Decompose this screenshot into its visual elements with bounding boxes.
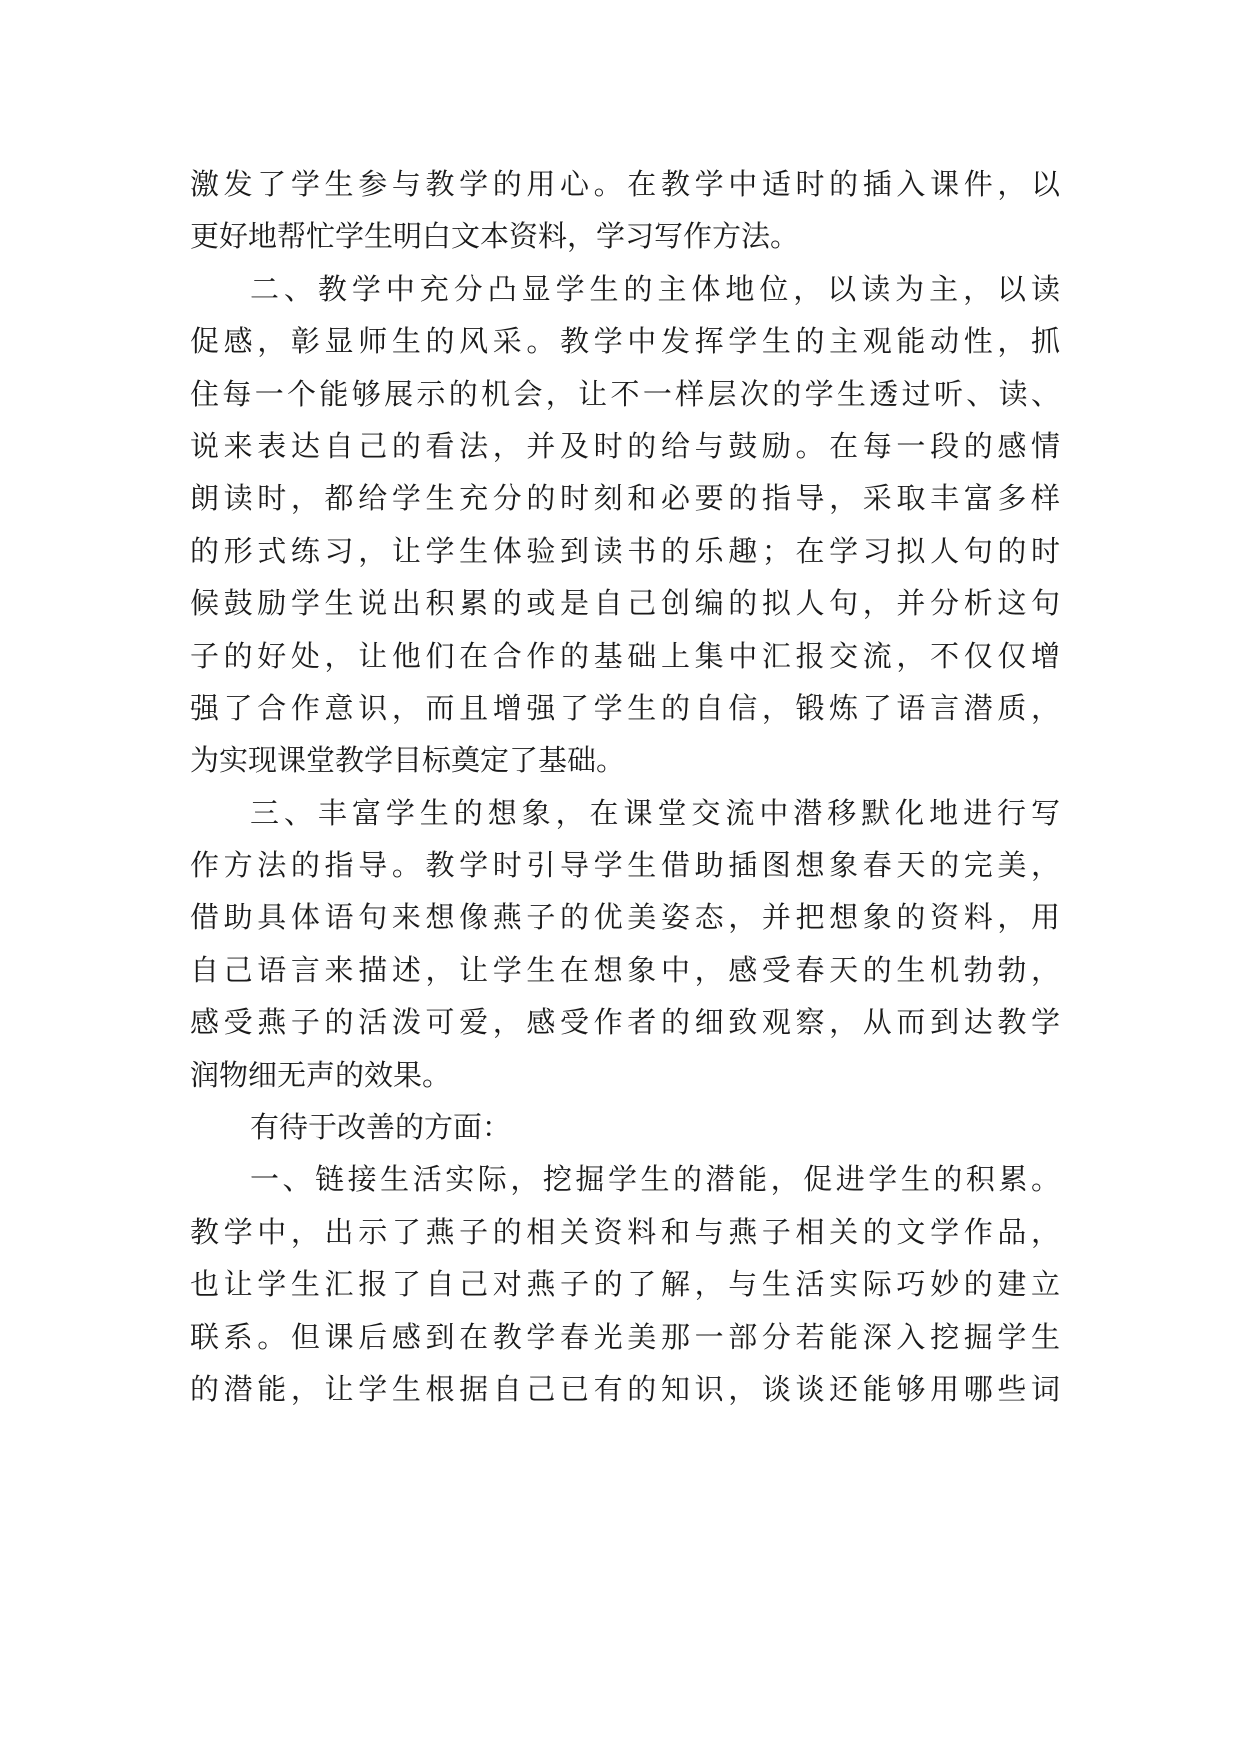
text-line: 教学中，出示了燕子的相关资料和与燕子相关的文学作品， [190,1214,1060,1249]
text-line: 激发了学生参与教学的用心。在教学中适时的插入课件，以 [190,167,1060,201]
text-line: 也让学生汇报了自己对燕子的了解，与生活实际巧妙的建立 [190,1267,1060,1302]
text-line: 的潜能，让学生根据自己已有的知识，谈谈还能够用哪些词 [190,1371,1060,1406]
text-line: 联系。但课后感到在教学春光美那一部分若能深入挖掘学生 [190,1319,1060,1354]
document-body [190,158,1060,1415]
text-line: 子的好处，让他们在合作的基础上集中汇报交流，不仅仅增 [190,638,1060,673]
section-heading-line: 二、教学中充分凸显学生的主体地位，以读为主，以读 [250,271,1060,306]
section-heading-line: 一、链接生活实际，挖掘学生的潜能，促进学生的积累。 [250,1162,1060,1197]
text-line: 候鼓励学生说出积累的或是自己创编的拟人句，并分析这句 [190,586,1060,621]
text-line: 的形式练习，让学生体验到读书的乐趣；在学习拟人句的时 [190,533,1060,568]
subheading-line: 有待于改善的方面： [250,1110,512,1145]
text-line: 借助具体语句来想像燕子的优美姿态，并把想象的资料，用 [190,900,1060,935]
text-line: 促感，彰显师生的风采。教学中发挥学生的主观能动性，抓 [190,324,1060,359]
text-line: 朗读时，都给学生充分的时刻和必要的指导，采取丰富多样 [190,481,1060,516]
text-line: 住每一个能够展示的机会，让不一样层次的学生透过听、读、 [190,376,1060,411]
text-line: 为实现课堂教学目标奠定了基础。 [190,743,626,778]
text-line: 更好地帮忙学生明白文本资料，学习写作方法。 [190,219,800,254]
text-line: 强了合作意识，而且增强了学生的自信，锻炼了语言潜质， [190,690,1060,725]
text-line: 说来表达自己的看法，并及时的给与鼓励。在每一段的感情 [190,428,1060,463]
text-line: 作方法的指导。教学时引导学生借助插图想象春天的完美， [190,848,1060,883]
section-heading-line: 三、丰富学生的想象，在课堂交流中潜移默化地进行写 [250,795,1060,830]
text-line: 感受燕子的活泼可爱，感受作者的细致观察，从而到达教学 [190,1005,1060,1040]
text-line: 润物细无声的效果。 [190,1057,452,1092]
text-line: 自己语言来描述，让学生在想象中，感受春天的生机勃勃， [190,952,1060,987]
